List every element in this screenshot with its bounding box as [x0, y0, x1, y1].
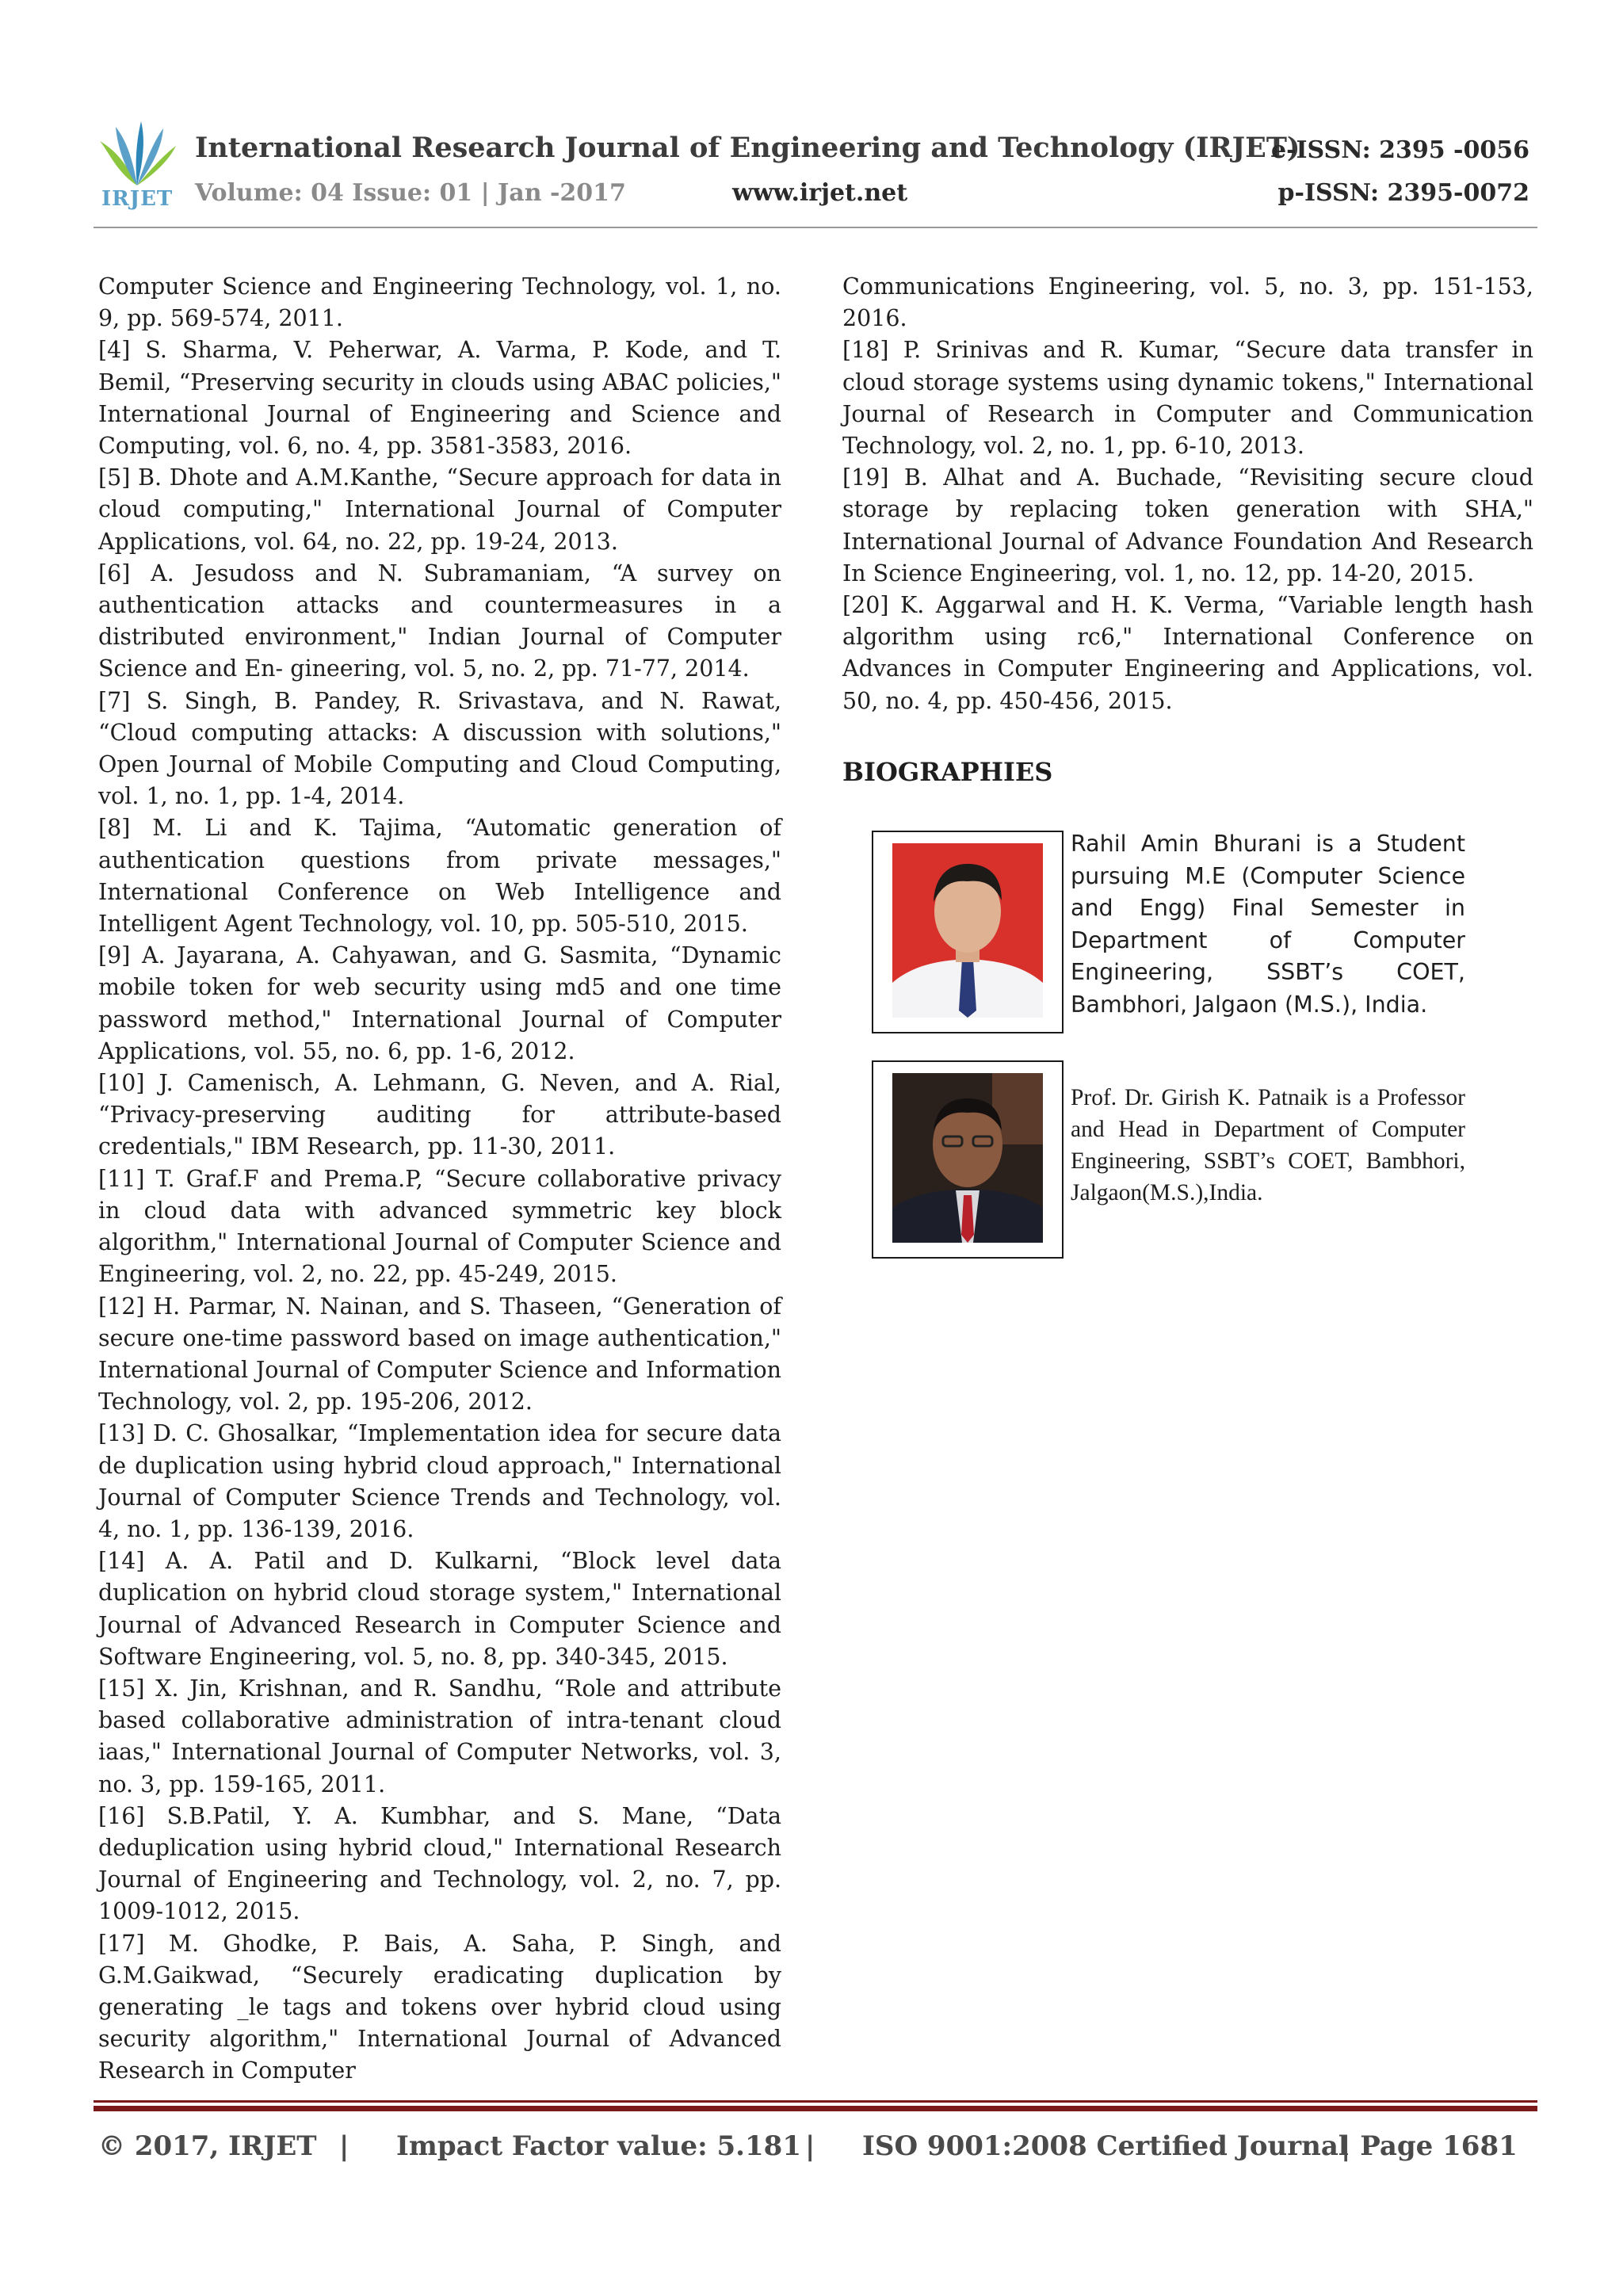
- reference-item: [20] K. Aggarwal and H. K. Verma, “Variable length hash algorithm using rc6," International Conference on Advances in Computer Engineering and Applications, vol. 50, no. 4, pp. 450-456, 2015.: [842, 592, 1533, 714]
- author-portrait-2-icon: [873, 1062, 1062, 1257]
- e-issn: e-ISSN: 2395 -0056: [1270, 136, 1529, 164]
- footer-rule-thick: [94, 2106, 1537, 2111]
- references-right-column: [842, 271, 1533, 717]
- header-divider: [94, 227, 1537, 228]
- reference-item: [19] B. Alhat and A. Buchade, “Revisiting secure cloud storage by replacing token generation with SHA," International Journal of Advance Foundation And Research In Science Engineering, vol. 1, no. 12, pp. 14-20, 2015.: [842, 464, 1533, 586]
- references-left-column: [98, 271, 781, 2088]
- footer-impact-factor: Impact Factor value: 5.181: [396, 2130, 801, 2162]
- website-url[interactable]: www.irjet.net: [732, 179, 908, 207]
- reference-item: [16] S.B.Patil, Y. A. Kumbhar, and S. Mane, “Data deduplication using hybrid cloud," International Research Journal of Engineering and Technology, vol. 2, no. 7, pp. 1009-1012, 2015.: [98, 1802, 781, 1925]
- logo-text: IRJET: [101, 187, 174, 211]
- journal-header: [94, 117, 1537, 228]
- p-issn: p-ISSN: 2395-0072: [1277, 179, 1529, 207]
- author-photo-1: [872, 831, 1064, 1033]
- biographies-heading: BIOGRAPHIES: [842, 757, 1053, 787]
- reference-item: [7] S. Singh, B. Pandey, R. Srivastava, and N. Rawat, “Cloud computing attacks: A discussion with solutions," Open Journal of Mobile Computing and Cloud Computing, vol. 1, no. 1, pp. 1-4, 2014.: [98, 687, 781, 810]
- volume-issue: Volume: 04 Issue: 01 | Jan -2017: [195, 179, 626, 207]
- journal-title: International Research Journal of Engineering and Technology (IRJET): [195, 132, 1300, 164]
- footer-page-number: | Page 1681: [1341, 2130, 1518, 2162]
- footer-copyright: © 2017, IRJET: [98, 2130, 317, 2162]
- reference-item: [15] X. Jin, Krishnan, and R. Sandhu, “Role and attribute based collaborative administration of intra-tenant cloud iaas," International Journal of Computer Networks, vol. 3, no. 3, pp. 159-165, 2011.: [98, 1675, 781, 1797]
- reference-item: [18] P. Srinivas and R. Kumar, “Secure data transfer in cloud storage systems using dynamic tokens," International Journal of Research in Computer and Communication Technology, vol. 2, no. 1, pp. 6-10, 2013.: [842, 337, 1533, 460]
- logo-leaves-icon: [94, 117, 181, 189]
- reference-item: Computer Science and Engineering Technology, vol. 1, no. 9, pp. 569-574, 2011.: [98, 273, 781, 332]
- reference-item: Communications Engineering, vol. 5, no. 3, pp. 151-153, 2016.: [842, 273, 1533, 332]
- reference-item: [10] J. Camenisch, A. Lehmann, G. Neven, and A. Rial, “Privacy-preserving auditing for attribute-based credentials," IBM Research, pp. 11-30, 2011.: [98, 1070, 781, 1160]
- reference-item: [12] H. Parmar, N. Nainan, and S. Thaseen, “Generation of secure one-time password based on image authentication," International Journal of Computer Science and Information Technology, vol. 2, pp. 195-206, 2012.: [98, 1293, 781, 1415]
- author-photo-2: [872, 1060, 1064, 1259]
- footer-separator: |: [805, 2130, 815, 2162]
- reference-item: [13] D. C. Ghosalkar, “Implementation idea for secure data de duplication using hybrid cloud approach," International Journal of Computer Science Trends and Technology, vol. 4, no. 1, pp. 136-139, 2016.: [98, 1420, 781, 1542]
- reference-item: [6] A. Jesudoss and N. Subramaniam, “A survey on authentication attacks and countermeasures in a distributed environment," Indian Journal of Computer Science and En- gineering, vol. 5, no. 2, pp. 71-77, 2014.: [98, 560, 781, 682]
- irjet-logo: [94, 117, 181, 212]
- reference-item: [17] M. Ghodke, P. Bais, A. Saha, P. Singh, and G.M.Gaikwad, “Securely eradicating duplication by generating _le tags and tokens over hybrid cloud using security algorithm," International Journal of Advanced Research in Computer: [98, 1930, 781, 2084]
- reference-item: [5] B. Dhote and A.M.Kanthe, “Secure approach for data in cloud computing," International Journal of Computer Applications, vol. 64, no. 22, pp. 19-24, 2013.: [98, 464, 781, 555]
- footer-iso: ISO 9001:2008 Certified Journal: [862, 2130, 1349, 2162]
- footer-rule-thin: [94, 2100, 1537, 2103]
- author-bio-1: Rahil Amin Bhurani is a Student pursuing M.E (Computer Science and Engg) Final Semester in Department of Computer Engineering, SSBT’s COET, Bambhori, Jalgaon (M.S.), India.: [1071, 831, 1465, 1018]
- reference-item: [4] S. Sharma, V. Peherwar, A. Varma, P. Kode, and T. Bemil, “Preserving security in clouds using ABAC policies," International Journal of Engineering and Science and Computing, vol. 6, no. 4, pp. 3581-3583, 2016.: [98, 337, 781, 460]
- reference-item: [11] T. Graf.F and Prema.P, “Secure collaborative privacy in cloud data with advanced symmetric key block algorithm," International Journal of Computer Science and Engineering, vol. 2, no. 22, pp. 45-249, 2015.: [98, 1165, 781, 1288]
- reference-item: [14] A. A. Patil and D. Kulkarni, “Block level data duplication on hybrid cloud storage system," International Journal of Advanced Research in Computer Science and Software Engineering, vol. 5, no. 8, pp. 340-345, 2015.: [98, 1548, 781, 1670]
- reference-item: [9] A. Jayarana, A. Cahyawan, and G. Sasmita, “Dynamic mobile token for web security using md5 and one time password method," International Journal of Computer Applications, vol. 55, no. 6, pp. 1-6, 2012.: [98, 942, 781, 1064]
- author-bio-2: Prof. Dr. Girish K. Patnaik is a Professor and Head in Department of Computer Engineering, SSBT’s COET, Bambhori, Jalgaon(M.S.),India.: [1071, 1085, 1465, 1205]
- author-portrait-1-icon: [873, 832, 1062, 1032]
- reference-item: [8] M. Li and K. Tajima, “Automatic generation of authentication questions from private messages," International Conference on Web Intelligence and Intelligent Agent Technology, vol. 10, pp. 505-510, 2015.: [98, 815, 781, 938]
- footer-separator: |: [339, 2130, 349, 2162]
